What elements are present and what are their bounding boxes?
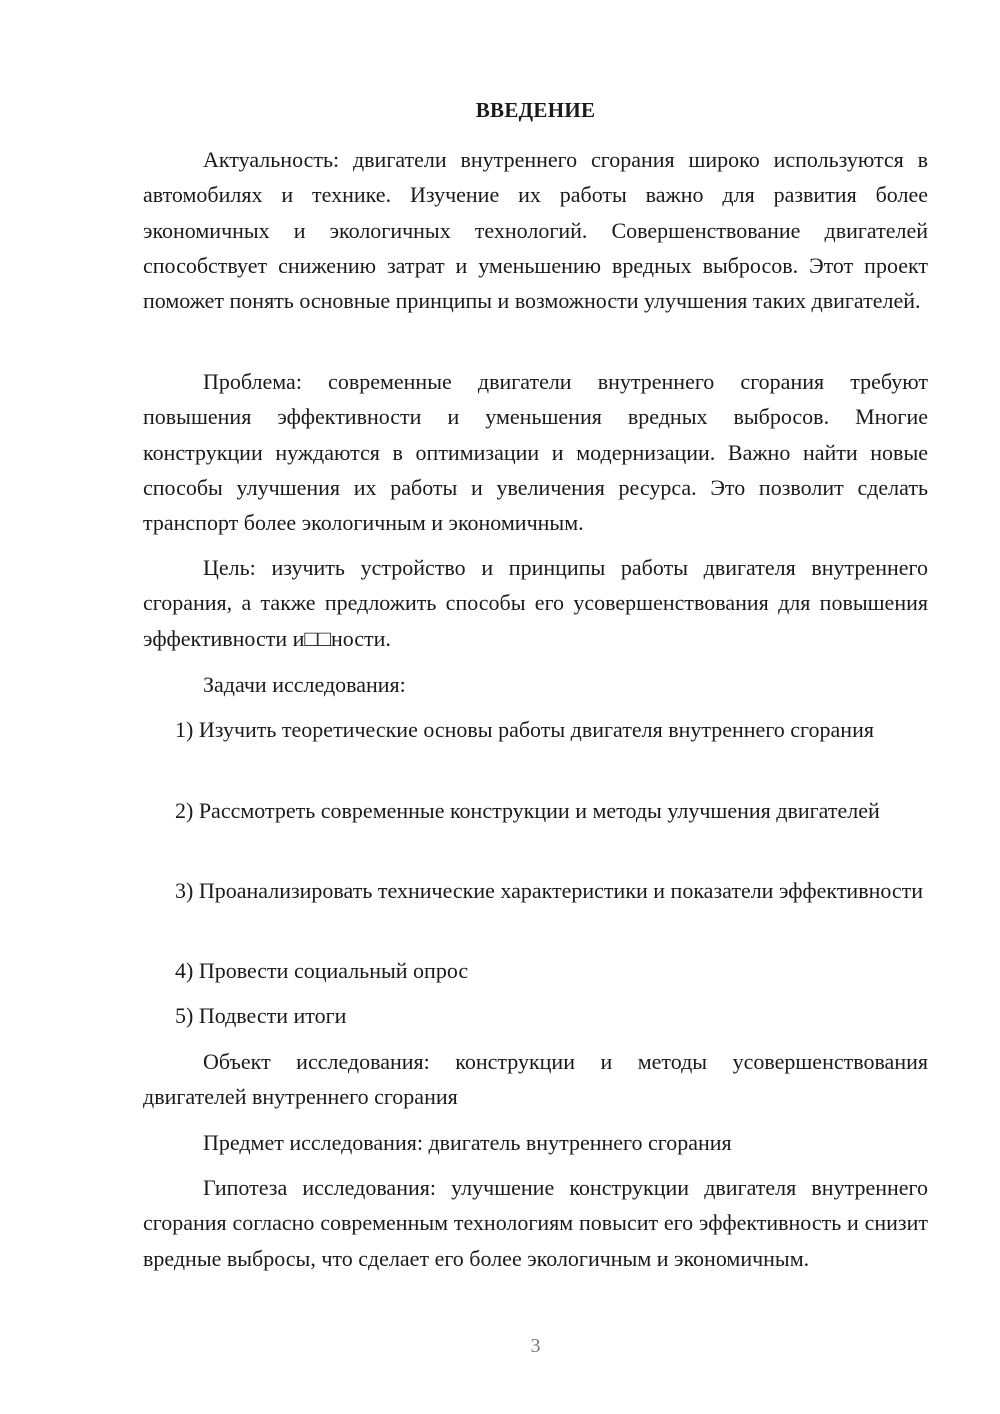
problem-paragraph: Проблема: современные двигатели внутреннего сгорания требуют повышения эффективности и уменьшения вредных выбросов. Многие конструкции нуждаются в оптимизации и модернизации. Важно найти новые способы улучшения их работы и увеличения ресурса. Это позволит сделать транспорт более экологичным и экономичным. — [143, 369, 928, 536]
tasks-heading: Задачи исследования: — [203, 672, 406, 697]
task-item: 1) Изучить теоретические основы работы двигателя внутреннего сгорания — [175, 717, 874, 742]
task-item: 3) Проанализировать технические характеристики и показатели эффективности — [175, 878, 924, 903]
goal-paragraph: Цель: изучить устройство и принципы работы двигателя внутреннего сгорания, а также предложить способы его усовершенствования для повышения эффективности и□□ности. — [143, 555, 928, 651]
page-number: 3 — [530, 1335, 541, 1357]
subject-paragraph: Предмет исследования: двигатель внутреннего сгорания — [203, 1130, 732, 1155]
object-paragraph: Объект исследования: конструкции и методы усовершенствования двигателей внутреннего сгорания — [143, 1049, 928, 1110]
task-item: 2) Рассмотреть современные конструкции и методы улучшения двигателей — [175, 798, 880, 823]
relevance-paragraph: Актуальность: двигатели внутреннего сгорания широко используются в автомобилях и технике. Изучение их работы важно для развития более экономичных и экологичных технологий. Совершенствование двигателей способствует снижению затрат и уменьшению вредных выбросов. Этот проект поможет понять основные принципы и возможности улучшения таких двигателей. — [143, 147, 928, 314]
task-item: 4) Провести социальный опрос — [175, 958, 469, 983]
page-title: ВВЕДЕНИЕ — [475, 98, 596, 122]
hypothesis-paragraph: Гипотеза исследования: улучшение конструкции двигателя внутреннего сгорания согласно современным технологиям повысит его эффективность и снизит вредные выбросы, что сделает его более экологичным и экономичным. — [143, 1175, 928, 1271]
task-item: 5) Подвести итоги — [175, 1003, 347, 1028]
